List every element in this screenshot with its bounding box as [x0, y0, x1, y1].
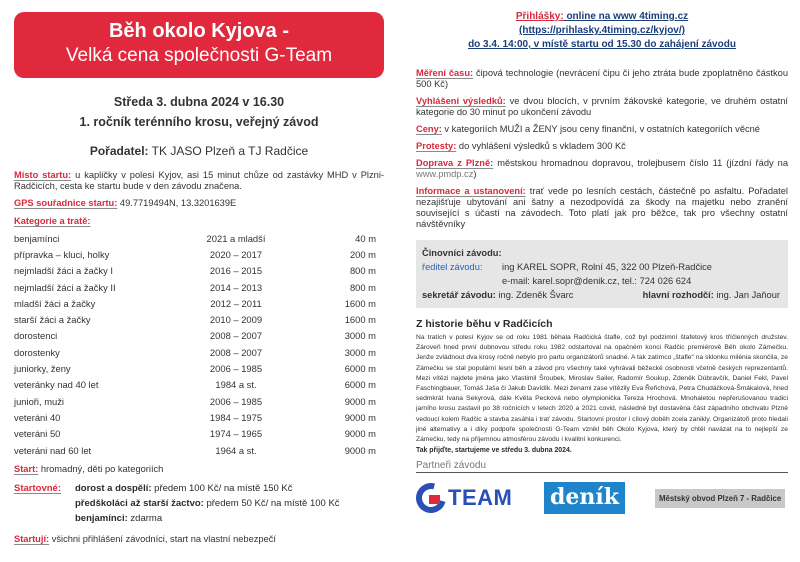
category-years: 1974 – 1965 [209, 428, 263, 440]
director-row [422, 260, 780, 274]
category-distance: 9000 m [344, 444, 376, 456]
event-date: Středa 3. dubna 2024 v 16.30 [113, 95, 285, 109]
fees-label: Startovné: [14, 483, 61, 495]
category-name: nejmladší žáci a žačky I [14, 265, 113, 277]
registration-url-link[interactable]: (https://prihlasky.4timing.cz/kyjov/) [519, 25, 685, 36]
category-years: 2010 – 2009 [209, 314, 263, 326]
info-label: Informace a ustanovení: [416, 186, 526, 196]
category-years: 2014 – 2013 [209, 281, 263, 293]
category-distance: 800 m [349, 281, 376, 293]
participants-label: Startují: [14, 534, 50, 545]
category-years: 2012 – 2011 [210, 297, 262, 309]
category-distance: 1600 m [344, 314, 376, 326]
start-type [14, 464, 384, 475]
category-name: veteráni 40 [14, 411, 61, 423]
protests-value: do vyhlášení výsledků s vkladem 300 Kč [456, 141, 626, 151]
table-row [14, 295, 384, 311]
table-row [14, 442, 384, 458]
protests-label: Protesty: [416, 141, 457, 151]
fee-line [75, 481, 340, 496]
category-years: 2021 a mladší [206, 232, 266, 244]
start-label: Start: [14, 464, 39, 475]
category-distance: 9000 m [344, 411, 376, 423]
categories-table [14, 230, 384, 458]
category-distance: 3000 m [344, 346, 376, 358]
event-edition: 1. ročník terénního krosu, veřejný závod [79, 115, 319, 129]
category-distance: 6000 m [344, 363, 376, 375]
start-place-label: Místo startu: [14, 170, 72, 180]
transport-label: Doprava z Plzně: [416, 158, 494, 168]
table-row [14, 279, 384, 295]
entry-fees [14, 481, 384, 526]
history-text: Na tratích v polesí Kyjov se od roku 1981 běhala Radčická štafle, což byl podzimní štafetový kros tříčlenných družstev. Zároveň hned první dubnovou středu roku 1982 odstartoval na opačném konci Radčic premiérově Běh okolo Zámečku. Jenže zvládnout dva krosy ročně nebylo pro partu organizátorů snadné. A tak zatímco „štafle“ na sklonku milénia skončila, ze Zámečku se stal populární lesní běh a závod pro všechny také vyhrávali běžecké osobnosti včetně českých reprezentantů. Mezi vítězi najdete jména jako Vlastimil Šroubek, Miroslav Sailer, Radomír Soukup, Zdeněk Dúbravčík, Daniel Fekl, Pavel Faschingbauer, Tomáš Jaša či Jakub Davídík. Mezi ženami zase vítězily Eva Řeřichová, Petra Chudáčková-Šmákalová, hned sedmkrát Ivana Sekyrová, dále Květa Pecková nebo olympionička Tereza Hrochová. Mnohaletou nepřerušovanou tradici jarního krosu zastavil po 38 ročnících v letech 2020 a 2021 covid, následně byl dostavěna část západního obchvatu Plzně vedoucí kolem Radčic a stavba zasáhla i trať závodu. Startovní prostor i cílový doběh zcela zanikly. Organizátoři proto hledali jiné alternativy a i díky podpoře společnosti G-Team vznikl běh Okolo Kyjova, který by chtěl navázat na to nejlepší ze Zámečku, tedy na příjemnou atmosférou závodu i kvalitní konkurenci. [416, 334, 788, 444]
category-years: 1984 – 1975 [209, 411, 263, 423]
title-line-1: Běh okolo Kyjova - [108, 20, 290, 42]
category-name: dorostenky [14, 346, 60, 358]
table-row [14, 246, 384, 262]
category-distance: 9000 m [344, 395, 376, 407]
fee-group: předškoláci až starší žactvo: [74, 498, 204, 510]
participants [14, 534, 384, 545]
registration [416, 10, 788, 52]
timing-value: čipová technologie (nevrácení čipu či jeho ztráta bude zpoplatněno částkou 500 Kč) [416, 68, 788, 89]
fee-group: benjamínci: [74, 513, 128, 525]
prizes [416, 124, 788, 135]
category-years: 2006 – 1985 [209, 363, 263, 375]
category-distance: 1600 m [344, 297, 376, 309]
secretary-label: sekretář závodu: [422, 290, 496, 300]
transport-end: ) [473, 169, 477, 179]
info-value: trať vede po lesních cestách, částečně po asfaltu. Pořadatel nezajišťuje ubytování ani šatny a nezodpovídá za škody na majetku nebo zranění související s účastí na závodech. Toto platí jak pro běžce, tak pro všechny ostatní návštěvníky [416, 186, 788, 229]
director-contact: e-mail: karel.sopr@denik.cz, tel.: 724 026 624 [502, 276, 692, 286]
results [416, 96, 788, 118]
category-years: 2008 – 2007 [209, 330, 263, 342]
title-banner [14, 12, 384, 78]
category-name: starší žáci a žačky [14, 314, 91, 326]
director-value: ing KAREL SOPR, Rolní 45, 322 00 Plzeň-Radčice [502, 262, 712, 272]
secretary-value: ing. Zdeněk Švarc [495, 290, 574, 300]
protests [416, 141, 788, 152]
category-years: 2008 – 2007 [209, 346, 263, 358]
category-years: 2006 – 1985 [209, 395, 263, 407]
fee-price: zdarma [127, 513, 163, 525]
category-name: benjamínci [14, 232, 60, 244]
results-value: ve dvou blocích, v prvním žákovské kategorie, ve druhém ostatní kategorie do 30 minut po ukončení závodu [416, 96, 788, 117]
info-rules [416, 186, 788, 230]
start-place [14, 170, 384, 192]
categories-heading [14, 216, 384, 227]
history-closing: Tak přijďte, startujeme ve středu 3. dubna 2024. [416, 447, 572, 455]
category-name: dorostenci [14, 330, 58, 342]
fee-price: předem 50 Kč/ na místě 100 Kč [203, 498, 340, 510]
category-name: mladší žáci a žačky [14, 297, 96, 309]
category-name: junioři, muži [14, 395, 65, 407]
organizer-value: TK JASO Plzeň a TJ Radčice [148, 144, 309, 158]
referee-value: ing. Jan Jaňour [713, 290, 780, 300]
organizer [14, 144, 384, 158]
fee-line [75, 511, 340, 526]
table-row [14, 377, 384, 393]
start-value: hromadný, děti po kategoriích [38, 464, 164, 475]
category-distance: 40 m [355, 232, 376, 244]
title-line-2: Velká cena společnosti G-Team [65, 45, 333, 66]
timing-label: Měření času: [416, 68, 474, 78]
table-row [14, 328, 384, 344]
officials-title: Činovníci závodu: [422, 248, 502, 258]
gteam-logo [416, 483, 534, 513]
table-row [14, 393, 384, 409]
category-name: nejmladší žáci a žačky II [14, 281, 116, 293]
category-name: přípravka – kluci, holky [14, 248, 110, 260]
left-column [14, 12, 384, 545]
table-row [14, 311, 384, 327]
table-row [14, 344, 384, 360]
table-row [14, 263, 384, 279]
referee [643, 288, 780, 302]
event-subheading [14, 92, 384, 132]
participants-value: všichni přihlášení závodníci, start na vlastní nebezpečí [49, 534, 276, 545]
category-distance: 800 m [349, 265, 376, 277]
table-row [14, 426, 384, 442]
category-name: veteráni nad 60 let [14, 444, 92, 456]
fee-group: dorost a dospělí: [74, 483, 152, 495]
table-row [14, 360, 384, 376]
category-years: 2016 – 2015 [209, 265, 263, 277]
director-label: ředitel závodu: [422, 262, 483, 272]
registration-line-1 [416, 10, 788, 24]
registration-deadline: do 3.4. 14:00, v místě startu od 15.30 do zahájení závodu [468, 39, 736, 50]
partners-logos [416, 481, 788, 515]
pmdp-link[interactable]: www.pmdp.cz [416, 169, 474, 179]
partners-title: Partneři závodu [416, 460, 788, 473]
secretary [422, 288, 573, 302]
denik-logo: deník [544, 482, 625, 514]
gps-coordinates [14, 198, 384, 209]
right-column [416, 10, 788, 515]
category-name: veteráni 50 [14, 428, 61, 440]
prizes-value: v kategoriích MUŽI a ŽENY jsou ceny finanční, v ostatních kategoriích věcné [441, 124, 760, 134]
officials-box [416, 240, 788, 308]
city-district-logo: Městský obvod Plzeň 7 - Radčice [655, 489, 785, 508]
category-name: juniorky, ženy [14, 363, 71, 375]
start-place-value: u kapličky v polesí Kyjov, asi 15 minut chůze od zastávky MHD v Plzni-Radčicích, cesta ke startu bude v den závodu značena. [14, 170, 384, 191]
referee-label: hlavní rozhodčí: [642, 290, 714, 300]
g-logo-icon [416, 483, 446, 513]
category-distance: 9000 m [344, 428, 376, 440]
registration-site-link[interactable]: online na www 4timing.cz [563, 11, 689, 22]
category-distance: 6000 m [344, 379, 376, 391]
transport-value: městskou hromadnou dopravou, trolejbusem číslo 11 (jízdní řády na [493, 158, 788, 168]
category-distance: 3000 m [344, 330, 376, 342]
prizes-label: Ceny: [416, 124, 442, 134]
transport [416, 158, 788, 180]
organizer-label: Pořadatel: [89, 144, 149, 158]
gps-value: 49.7719494N, 13.3201639E [117, 198, 237, 208]
history-title: Z historie běhu v Radčicích [416, 318, 553, 330]
categories-label: Kategorie a tratě: [14, 216, 91, 226]
gps-label: GPS souřadnice startu: [14, 198, 118, 208]
category-distance: 200 m [349, 248, 376, 260]
category-years: 1984 a st. [215, 379, 257, 391]
registration-label: Přihlášky: [515, 11, 564, 22]
results-label: Vyhlášení výsledků: [416, 96, 506, 106]
secretary-referee-row [422, 288, 780, 302]
category-years: 1964 a st. [215, 444, 257, 456]
category-name: veteránky nad 40 let [14, 379, 99, 391]
timing [416, 68, 788, 90]
gteam-text: TEAM [448, 485, 513, 511]
fee-line [75, 496, 340, 511]
category-years: 2020 – 2017 [209, 248, 263, 260]
table-row [14, 409, 384, 425]
fee-lines [75, 481, 340, 526]
fee-price: předem 100 Kč/ na místě 150 Kč [151, 483, 293, 495]
table-row [14, 230, 384, 246]
